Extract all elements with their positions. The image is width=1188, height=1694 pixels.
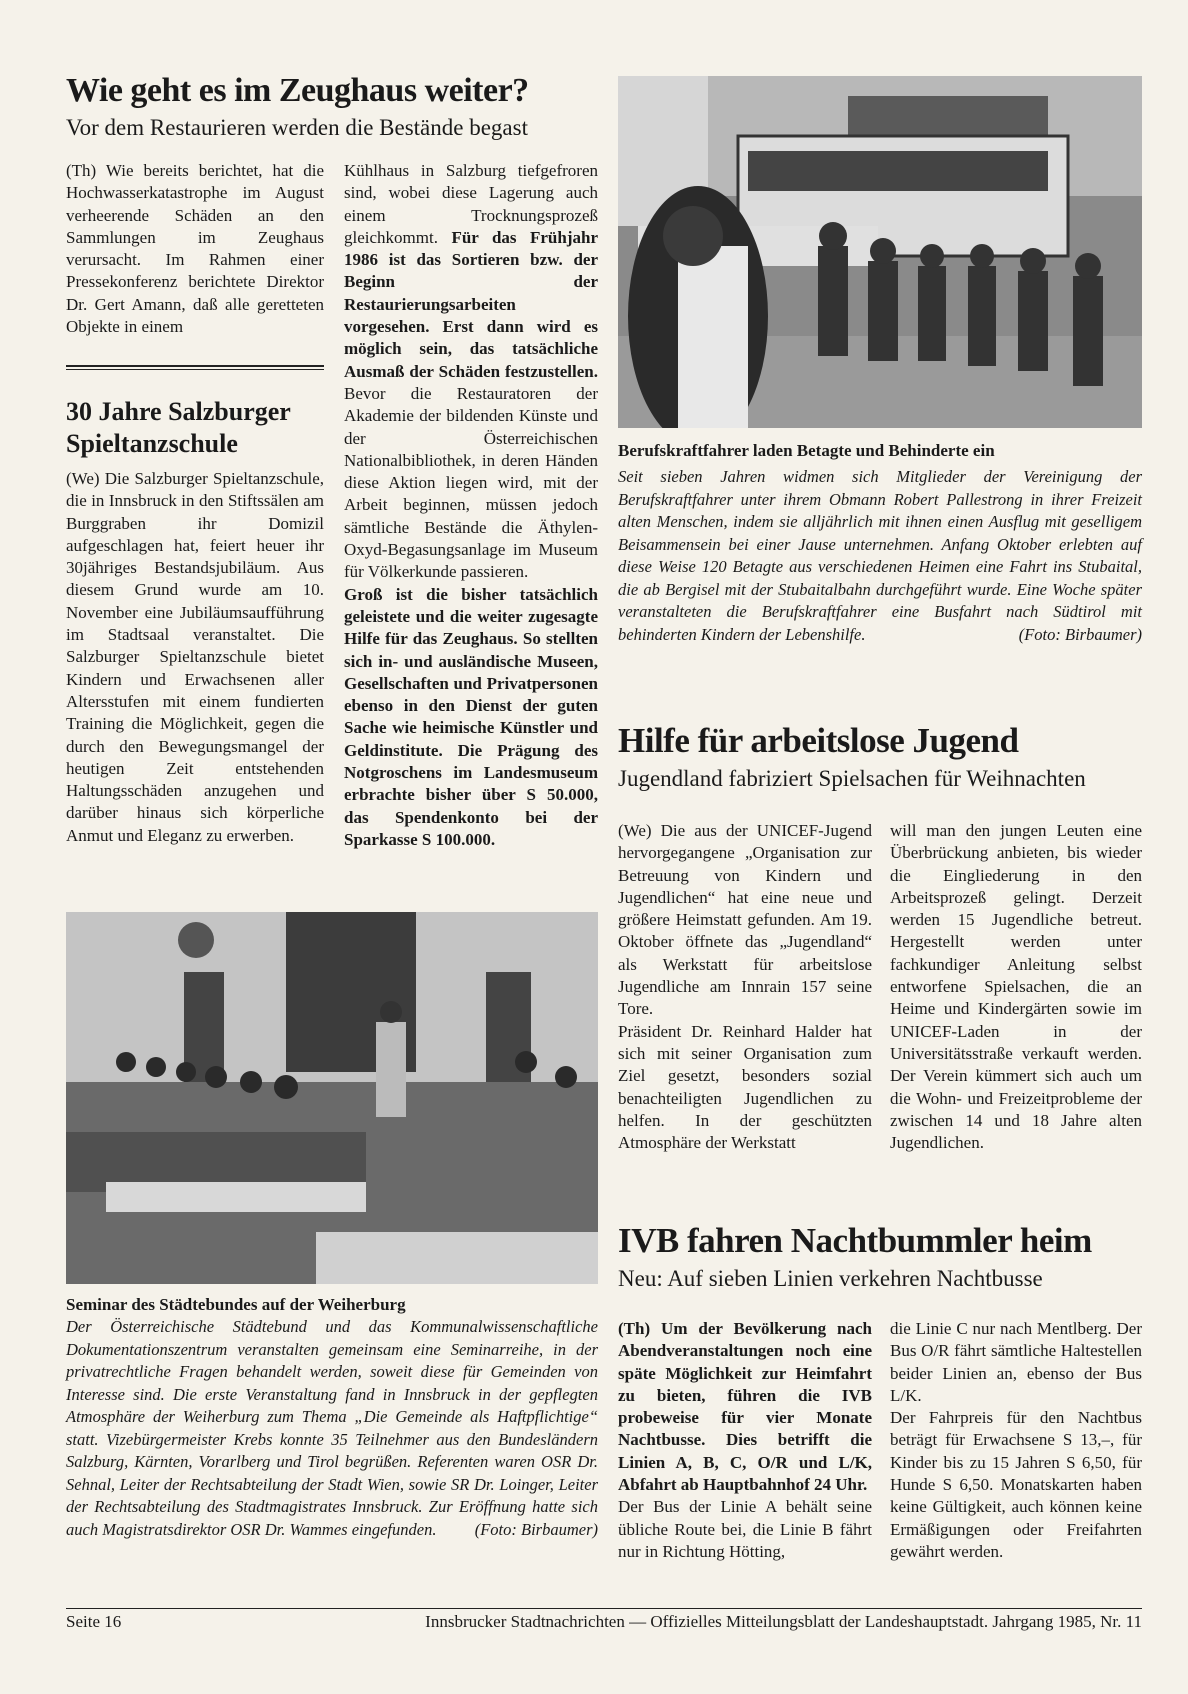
bus-photo (618, 76, 1142, 428)
footer-publication: Innsbrucker Stadtnachrichten — Offizielles Mitteilungsblatt der Landeshauptstadt. Jahrgang 1985, Nr. 11 (425, 1612, 1142, 1631)
ivb-column-1 (618, 1318, 872, 1563)
seminar-photo-credit: (Foto: Birbaumer) (474, 1519, 598, 1539)
jugend-column-1 (618, 820, 872, 1154)
seminar-caption-title: Seminar des Städtebundes auf der Weiherburg (66, 1295, 406, 1314)
seminar-caption-text: Der Österreichische Städtebund und das Kommunalwissenschaftliche Dokumentationszentrum veranstalten gemeinsam eine Seminarreihe, in der privatrechtliche Fragen behandelt werden, soweit diese für Gemeinden von Interesse sind. Die erste Veranstaltung fand in Innsbruck in der gepflegten Atmosphäre der Weiherburg zum Thema „Die Gemeinde als Haftpflichtige“ statt. Vizebürgermeister Krebs konnte 35 Teilnehmer aus den Bundesländern Salzburg, Kärnten, Vorarlberg und Tirol begrüßen. Referenten waren OSR Dr. Sehnal, Leiter der Rechtsabteilung der Stadt Wien, sowie SR Dr. Loinger, Leiter der Rechtsabteilung des Stadtmagistrates Innsbruck. Zur Eröffnung hatte sich auch Magistratsdirektor OSR Dr. Wammes eingefunden. (66, 1317, 598, 1539)
jugend-col2-text: will man den jungen Leuten eine Überbrückung anbieten, bis wieder die Eingliederung in den Arbeitsprozeß gelingt. Derzeit werden 15 Jugendliche betreut. Hergestellt werden unter fachkundiger Anleitung selbst entworfene Spielsachen, die an Heime und Kindergärten sowie im UNICEF-Laden in der Universitätsstraße verkauft werden. Der Verein kümmert sich auch um die Wohn- und Freizeitprobleme der zwischen 14 und 18 Jahre alten Jugendlichen. (890, 821, 1142, 1153)
seminar-caption (66, 1316, 598, 1541)
zeughaus-title: Wie geht es im Zeughaus weiter? (66, 72, 529, 109)
ivb-title: IVB fahren Nachtbummler heim (618, 1221, 1092, 1260)
zeughaus-column-1 (66, 160, 324, 338)
ivb-col1-rest: Der Bus der Linie A behält seine übliche Route bei, die Linie B fährt nur in Richtung Hötting, (618, 1497, 872, 1561)
spieltanz-body (66, 468, 324, 847)
spieltanz-title: 30 Jahre Salzburger Spieltanzschule (66, 397, 291, 458)
bus-caption-title: Berufskraftfahrer laden Betagte und Behinderte ein (618, 441, 995, 460)
jugend-col1b-text: Präsident Dr. Reinhard Halder hat sich mit seiner Organisation zum Ziel gesetzt, besonders sozial benachteiligten Jugendlichen zu helfen. In der geschützten Atmosphäre der Werkstatt (618, 1021, 872, 1153)
ivb-subtitle: Neu: Auf sieben Linien verkehren Nachtbusse (618, 1266, 1043, 1291)
jugend-subtitle: Jugendland fabriziert Spielsachen für Weihnachten (618, 766, 1086, 791)
section-divider (66, 365, 324, 370)
ivb-col1-bold: (Th) Um der Bevölkerung nach Abendveranstaltungen noch eine späte Möglichkeit zur Heimfahrt zu bieten, führen die IVB probeweise für vier Monate Nachtbusse. Dies betrifft die Linien A, B, C, O/R und L/K, Abfahrt ab Hauptbahnhof 24 Uhr. (618, 1319, 872, 1495)
zeughaus-col2-rest: Bevor die Restauratoren der Akademie der bildenden Künste und der Österreichischen Nationalbibliothek, in deren Händen diese Aktion liegen wird, mit der Arbeit beginnen, müssen jedoch sämtliche Bestände die Äthylen-Oxyd-Begasungsanlage im Museum für Völkerkunde passieren. (344, 383, 598, 582)
zeughaus-col2-bold: Für das Frühjahr 1986 ist das Sortieren bzw. der Beginn der Restaurierungsarbeiten vorgesehen. Erst dann wird es möglich sein, das tatsächliche Ausmaß der Schäden festzustellen. (344, 227, 599, 381)
ivb-column-2 (890, 1318, 1142, 1563)
jugend-col1-text: (We) Die aus der UNICEF-Jugend hervorgegangene „Organisation zur Betreuung von Kindern und Jugendlichen“ hat eine neue und größere Heimstatt gefunden. Am 19. Oktober öffnete das „Jugendland“ als Werkstatt für arbeitslose Jugendliche am Innrain 157 seine Tore. (618, 821, 872, 1019)
jugend-column-2 (890, 820, 1142, 1154)
zeughaus-col1-text: (Th) Wie bereits berichtet, hat die Hochwasserkatastrophe im August verheerende Schäden an den Sammlungen im Zeughaus verursacht. Im Rahmen einer Pressekonferenz berichtete Direktor Dr. Gert Amann, daß alle geretteten Objekte in einem (66, 161, 324, 337)
ivb-col2a: die Linie C nur nach Mentlberg. Der Bus O/R fährt sämtliche Haltestellen beider Linien an, ebenso der Bus L/K. (890, 1319, 1142, 1405)
footer-page-number: Seite 16 (66, 1612, 122, 1631)
spieltanz-text: (We) Die Salzburger Spieltanzschule, die in Innsbruck in den Stiftssälen am Burggraben ihr Domizil aufgeschlagen hat, feiert heuer ihr 30jähriges Bestandsjubiläum. Aus diesem Grund wurde am 10. November eine Jubiläumsaufführung im Stadtsaal veranstaltet. Die Salzburger Spieltanzschule bietet Kindern und Erwachsenen aller Altersstufen mit einem fundierten Training die Möglichkeit, gegen die durch den Bewegungsmangel der heutigen Zeit entstehenden Haltungsschäden anzugehen und darüber hinaus sich körperliche Anmut und Eleganz zu erwerben. (66, 469, 324, 845)
bus-caption-text: Seit sieben Jahren widmen sich Mitglieder der Vereinigung der Berufskraftfahrer unter ihrem Obmann Robert Pallestrong in ihrer Freizeit alten Menschen, indem sie alljährlich mit ihnen einen Ausflug mit geselligem Beisammensein bei einer Jause unternehmen. Anfang Oktober erlebten auf diese Weise 120 Betagte aus verschiedenen Heimen eine Fahrt ins Stubaital, die ab Bergisel mit der Stubaitalbahn durchgeführt wurde. Eine Woche später veranstalteten die Berufskraftfahrer eine Busfahrt nach Südtirol mit behinderten Kindern der Lebenshilfe. (618, 467, 1142, 644)
jugend-title: Hilfe für arbeitslose Jugend (618, 721, 1019, 760)
ivb-col2b: Der Fahrpreis für den Nachtbus beträgt für Erwachsene S 13,–, für Kinder bis zu 15 Jahren S 6,50, für Hunde S 6,50. Monatskarten haben keine Gültigkeit, auch können keine Ermäßigungen oder Freifahrten gewährt werden. (890, 1408, 1142, 1561)
bus-caption (618, 466, 1142, 646)
zeughaus-column-2 (344, 160, 598, 851)
footer-rule (66, 1608, 1142, 1609)
zeughaus-col2-bold2: Groß ist die bisher tatsächlich geleistete und die weiter zugesagte Hilfe für das Zeughaus. So stellten sich in- und ausländische Museen, Gesellschaften und Privatpersonen ebenso in den Dienst der guten Sache wie heimische Künstler und Geldinstitute. Die Prägung des Notgroschens im Landesmuseum erbrachte bisher über S 50.000, das Spendenkonto bei der Sparkasse S 100.000. (344, 584, 598, 849)
seminar-photo (66, 912, 598, 1284)
zeughaus-col2-intro: Kühlhaus in Salzburg tiefgefroren sind, wobei diese Lagerung auch einem Trocknungsprozeß gleichkommt. (344, 161, 598, 247)
zeughaus-subtitle: Vor dem Restaurieren werden die Bestände begast (66, 115, 528, 140)
bus-photo-credit: (Foto: Birbaumer) (1018, 624, 1142, 644)
